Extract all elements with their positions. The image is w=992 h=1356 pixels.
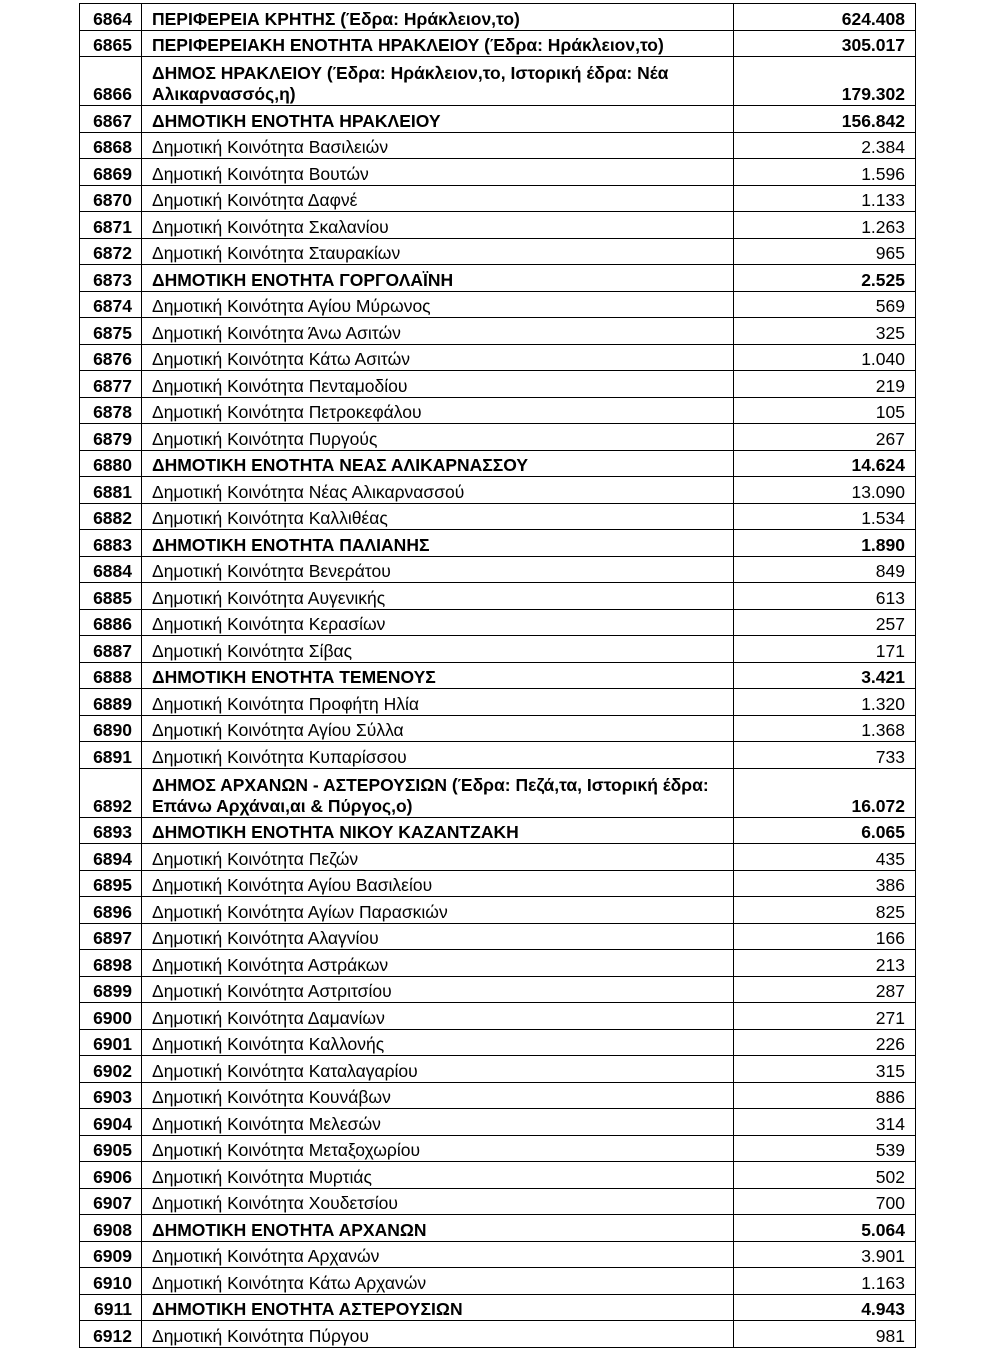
- table-row: [80, 1109, 916, 1136]
- row-name-cell: Δημοτική Κοινότητα Κάτω Ασιτών: [142, 344, 734, 371]
- row-name-cell: Δημοτική Κοινότητα Αστριτσίου: [142, 976, 734, 1003]
- row-population-cell: 171: [734, 636, 916, 663]
- row-id-cell: 6871: [80, 212, 142, 239]
- row-population-cell: 1.163: [734, 1268, 916, 1295]
- row-id-cell: 6883: [80, 530, 142, 557]
- row-id-cell: 6867: [80, 106, 142, 133]
- row-population-cell: 4.943: [734, 1294, 916, 1321]
- row-name-cell: Δημοτική Κοινότητα Πεζών: [142, 844, 734, 871]
- row-population-cell: 1.368: [734, 715, 916, 742]
- table-row: [80, 185, 916, 212]
- row-name-cell: ΔΗΜΟΤΙΚΗ ΕΝΟΤΗΤΑ ΝΙΚΟΥ ΚΑΖΑΝΤΖΑΚΗ: [142, 817, 734, 844]
- row-name-cell: ΔΗΜΟΤΙΚΗ ΕΝΟΤΗΤΑ ΓΟΡΓΟΛΑΪΝΗ: [142, 265, 734, 292]
- row-population-cell: 287: [734, 976, 916, 1003]
- row-name-cell: Δημοτική Κοινότητα Αρχανών: [142, 1241, 734, 1268]
- row-population-cell: 435: [734, 844, 916, 871]
- table-row: [80, 923, 916, 950]
- row-id-cell: 6866: [80, 57, 142, 106]
- row-name-cell: Δημοτική Κοινότητα Αυγενικής: [142, 583, 734, 610]
- table-row: [80, 397, 916, 424]
- row-id-cell: 6882: [80, 503, 142, 530]
- table-row: [80, 844, 916, 871]
- table-row: [80, 265, 916, 292]
- table-row: [80, 424, 916, 451]
- table-row: [80, 870, 916, 897]
- row-population-cell: 539: [734, 1135, 916, 1162]
- row-name-cell: Δημοτική Κοινότητα Καλλιθέας: [142, 503, 734, 530]
- table-row: [80, 1162, 916, 1189]
- table-row: [80, 1188, 916, 1215]
- table-row: [80, 344, 916, 371]
- row-id-cell: 6865: [80, 30, 142, 57]
- row-id-cell: 6907: [80, 1188, 142, 1215]
- row-id-cell: 6896: [80, 897, 142, 924]
- row-name-cell: ΔΗΜΟΣ ΑΡΧΑΝΩΝ - ΑΣΤΕΡΟΥΣΙΩΝ (Έδρα: Πεζά,τα, Ιστορική έδρα: Επάνω Αρχάναι,αι & Πύργος,ο): [142, 768, 734, 817]
- row-id-cell: 6906: [80, 1162, 142, 1189]
- row-name-cell: Δημοτική Κοινότητα Καλλονής: [142, 1029, 734, 1056]
- row-population-cell: 981: [734, 1321, 916, 1348]
- row-population-cell: 1.320: [734, 689, 916, 716]
- row-id-cell: 6890: [80, 715, 142, 742]
- row-id-cell: 6898: [80, 950, 142, 977]
- row-id-cell: 6888: [80, 662, 142, 689]
- row-population-cell: 1.596: [734, 159, 916, 186]
- row-name-cell: Δημοτική Κοινότητα Βασιλειών: [142, 132, 734, 159]
- row-name-cell: Δημοτική Κοινότητα Άνω Ασιτών: [142, 318, 734, 345]
- row-id-cell: 6875: [80, 318, 142, 345]
- table-row: [80, 318, 916, 345]
- row-population-cell: 16.072: [734, 768, 916, 817]
- population-table: [79, 3, 916, 1348]
- row-population-cell: 226: [734, 1029, 916, 1056]
- row-population-cell: 325: [734, 318, 916, 345]
- row-population-cell: 733: [734, 742, 916, 769]
- row-id-cell: 6887: [80, 636, 142, 663]
- row-id-cell: 6894: [80, 844, 142, 871]
- row-id-cell: 6895: [80, 870, 142, 897]
- row-id-cell: 6885: [80, 583, 142, 610]
- row-id-cell: 6876: [80, 344, 142, 371]
- row-id-cell: 6870: [80, 185, 142, 212]
- row-name-cell: Δημοτική Κοινότητα Αγίου Βασιλείου: [142, 870, 734, 897]
- table-row: [80, 57, 916, 106]
- row-population-cell: 315: [734, 1056, 916, 1083]
- row-name-cell: Δημοτική Κοινότητα Δαφνέ: [142, 185, 734, 212]
- row-population-cell: 219: [734, 371, 916, 398]
- row-population-cell: 3.901: [734, 1241, 916, 1268]
- row-id-cell: 6909: [80, 1241, 142, 1268]
- row-name-cell: Δημοτική Κοινότητα Βουτών: [142, 159, 734, 186]
- table-row: [80, 556, 916, 583]
- table-row: [80, 1003, 916, 1030]
- table-row: [80, 1268, 916, 1295]
- row-population-cell: 267: [734, 424, 916, 451]
- row-population-cell: 314: [734, 1109, 916, 1136]
- row-population-cell: 1.534: [734, 503, 916, 530]
- row-population-cell: 965: [734, 238, 916, 265]
- row-name-cell: Δημοτική Κοινότητα Πυργούς: [142, 424, 734, 451]
- table-row: [80, 530, 916, 557]
- row-population-cell: 213: [734, 950, 916, 977]
- row-id-cell: 6891: [80, 742, 142, 769]
- row-population-cell: 569: [734, 291, 916, 318]
- row-population-cell: 5.064: [734, 1215, 916, 1242]
- row-name-cell: Δημοτική Κοινότητα Πύργου: [142, 1321, 734, 1348]
- row-id-cell: 6893: [80, 817, 142, 844]
- row-population-cell: 849: [734, 556, 916, 583]
- row-name-cell: Δημοτική Κοινότητα Αγίου Μύρωνος: [142, 291, 734, 318]
- table-row: [80, 30, 916, 57]
- row-population-cell: 166: [734, 923, 916, 950]
- row-id-cell: 6873: [80, 265, 142, 292]
- row-name-cell: Δημοτική Κοινότητα Αστράκων: [142, 950, 734, 977]
- table-row: [80, 636, 916, 663]
- row-name-cell: Δημοτική Κοινότητα Αγίου Σύλλα: [142, 715, 734, 742]
- table-row: [80, 950, 916, 977]
- table-row: [80, 1082, 916, 1109]
- row-population-cell: 2.384: [734, 132, 916, 159]
- row-id-cell: 6905: [80, 1135, 142, 1162]
- table-row: [80, 897, 916, 924]
- table-row: [80, 715, 916, 742]
- row-name-cell: ΔΗΜΟΤΙΚΗ ΕΝΟΤΗΤΑ ΝΕΑΣ ΑΛΙΚΑΡΝΑΣΣΟΥ: [142, 450, 734, 477]
- row-name-cell: Δημοτική Κοινότητα Προφήτη Ηλία: [142, 689, 734, 716]
- row-population-cell: 156.842: [734, 106, 916, 133]
- table-row: [80, 1294, 916, 1321]
- row-id-cell: 6900: [80, 1003, 142, 1030]
- row-id-cell: 6892: [80, 768, 142, 817]
- row-population-cell: 386: [734, 870, 916, 897]
- row-id-cell: 6884: [80, 556, 142, 583]
- table-row: [80, 689, 916, 716]
- row-population-cell: 1.890: [734, 530, 916, 557]
- row-name-cell: ΔΗΜΟΤΙΚΗ ΕΝΟΤΗΤΑ ΠΑΛΙΑΝΗΣ: [142, 530, 734, 557]
- row-id-cell: 6864: [80, 4, 142, 31]
- row-name-cell: Δημοτική Κοινότητα Νέας Αλικαρνασσού: [142, 477, 734, 504]
- row-name-cell: Δημοτική Κοινότητα Δαμανίων: [142, 1003, 734, 1030]
- table-row: [80, 1241, 916, 1268]
- row-population-cell: 305.017: [734, 30, 916, 57]
- row-name-cell: ΔΗΜΟΣ ΗΡΑΚΛΕΙΟΥ (Έδρα: Ηράκλειον,το, Ιστορική έδρα: Νέα Αλικαρνασσός,η): [142, 57, 734, 106]
- row-population-cell: 1.263: [734, 212, 916, 239]
- table-row: [80, 768, 916, 817]
- row-population-cell: 13.090: [734, 477, 916, 504]
- row-population-cell: 1.040: [734, 344, 916, 371]
- row-name-cell: Δημοτική Κοινότητα Μεταξοχωρίου: [142, 1135, 734, 1162]
- row-population-cell: 613: [734, 583, 916, 610]
- row-id-cell: 6868: [80, 132, 142, 159]
- row-population-cell: 2.525: [734, 265, 916, 292]
- table-row: [80, 4, 916, 31]
- row-population-cell: 3.421: [734, 662, 916, 689]
- row-id-cell: 6874: [80, 291, 142, 318]
- row-id-cell: 6878: [80, 397, 142, 424]
- table-row: [80, 662, 916, 689]
- table-row: [80, 817, 916, 844]
- row-id-cell: 6879: [80, 424, 142, 451]
- table-row: [80, 1029, 916, 1056]
- row-name-cell: ΔΗΜΟΤΙΚΗ ΕΝΟΤΗΤΑ ΑΣΤΕΡΟΥΣΙΩΝ: [142, 1294, 734, 1321]
- row-id-cell: 6901: [80, 1029, 142, 1056]
- table-row: [80, 238, 916, 265]
- row-name-cell: Δημοτική Κοινότητα Μελεσών: [142, 1109, 734, 1136]
- row-id-cell: 6903: [80, 1082, 142, 1109]
- row-population-cell: 825: [734, 897, 916, 924]
- row-id-cell: 6908: [80, 1215, 142, 1242]
- row-name-cell: ΠΕΡΙΦΕΡΕΙΑΚΗ ΕΝΟΤΗΤΑ ΗΡΑΚΛΕΙΟΥ (Έδρα: Ηράκλειον,το): [142, 30, 734, 57]
- row-population-cell: 6.065: [734, 817, 916, 844]
- row-id-cell: 6872: [80, 238, 142, 265]
- row-population-cell: 624.408: [734, 4, 916, 31]
- row-id-cell: 6877: [80, 371, 142, 398]
- row-name-cell: Δημοτική Κοινότητα Κυπαρίσσου: [142, 742, 734, 769]
- table-row: [80, 291, 916, 318]
- row-name-cell: Δημοτική Κοινότητα Κερασίων: [142, 609, 734, 636]
- row-id-cell: 6897: [80, 923, 142, 950]
- row-id-cell: 6899: [80, 976, 142, 1003]
- table-row: [80, 450, 916, 477]
- row-name-cell: Δημοτική Κοινότητα Σκαλανίου: [142, 212, 734, 239]
- row-id-cell: 6886: [80, 609, 142, 636]
- row-id-cell: 6881: [80, 477, 142, 504]
- row-name-cell: Δημοτική Κοινότητα Σίβας: [142, 636, 734, 663]
- row-id-cell: 6910: [80, 1268, 142, 1295]
- table-row: [80, 132, 916, 159]
- row-name-cell: Δημοτική Κοινότητα Σταυρακίων: [142, 238, 734, 265]
- table-row: [80, 503, 916, 530]
- row-population-cell: 1.133: [734, 185, 916, 212]
- row-population-cell: 257: [734, 609, 916, 636]
- table-row: [80, 1321, 916, 1348]
- table-row: [80, 371, 916, 398]
- row-population-cell: 179.302: [734, 57, 916, 106]
- row-name-cell: ΠΕΡΙΦΕΡΕΙΑ ΚΡΗΤΗΣ (Έδρα: Ηράκλειον,το): [142, 4, 734, 31]
- row-id-cell: 6911: [80, 1294, 142, 1321]
- row-name-cell: Δημοτική Κοινότητα Καταλαγαρίου: [142, 1056, 734, 1083]
- row-id-cell: 6912: [80, 1321, 142, 1348]
- row-population-cell: 271: [734, 1003, 916, 1030]
- table-body: [80, 4, 916, 1348]
- table-row: [80, 583, 916, 610]
- table-row: [80, 106, 916, 133]
- row-name-cell: ΔΗΜΟΤΙΚΗ ΕΝΟΤΗΤΑ ΤΕΜΕΝΟΥΣ: [142, 662, 734, 689]
- table-row: [80, 212, 916, 239]
- table-row: [80, 477, 916, 504]
- table-row: [80, 976, 916, 1003]
- table-row: [80, 1135, 916, 1162]
- row-population-cell: 886: [734, 1082, 916, 1109]
- row-name-cell: Δημοτική Κοινότητα Μυρτιάς: [142, 1162, 734, 1189]
- table-row: [80, 1215, 916, 1242]
- row-id-cell: 6880: [80, 450, 142, 477]
- row-population-cell: 700: [734, 1188, 916, 1215]
- row-name-cell: ΔΗΜΟΤΙΚΗ ΕΝΟΤΗΤΑ ΗΡΑΚΛΕΙΟΥ: [142, 106, 734, 133]
- row-name-cell: ΔΗΜΟΤΙΚΗ ΕΝΟΤΗΤΑ ΑΡΧΑΝΩΝ: [142, 1215, 734, 1242]
- row-population-cell: 14.624: [734, 450, 916, 477]
- table-row: [80, 609, 916, 636]
- row-population-cell: 105: [734, 397, 916, 424]
- table-row: [80, 159, 916, 186]
- table-row: [80, 1056, 916, 1083]
- row-name-cell: Δημοτική Κοινότητα Αλαγνίου: [142, 923, 734, 950]
- row-name-cell: Δημοτική Κοινότητα Κουνάβων: [142, 1082, 734, 1109]
- row-name-cell: Δημοτική Κοινότητα Αγίων Παρασκιών: [142, 897, 734, 924]
- row-id-cell: 6869: [80, 159, 142, 186]
- row-id-cell: 6889: [80, 689, 142, 716]
- row-id-cell: 6902: [80, 1056, 142, 1083]
- row-name-cell: Δημοτική Κοινότητα Πετροκεφάλου: [142, 397, 734, 424]
- row-name-cell: Δημοτική Κοινότητα Κάτω Αρχανών: [142, 1268, 734, 1295]
- population-table-page: [79, 3, 915, 1348]
- row-id-cell: 6904: [80, 1109, 142, 1136]
- row-name-cell: Δημοτική Κοινότητα Βενεράτου: [142, 556, 734, 583]
- row-population-cell: 502: [734, 1162, 916, 1189]
- table-row: [80, 742, 916, 769]
- row-name-cell: Δημοτική Κοινότητα Πενταμοδίου: [142, 371, 734, 398]
- row-name-cell: Δημοτική Κοινότητα Χουδετσίου: [142, 1188, 734, 1215]
